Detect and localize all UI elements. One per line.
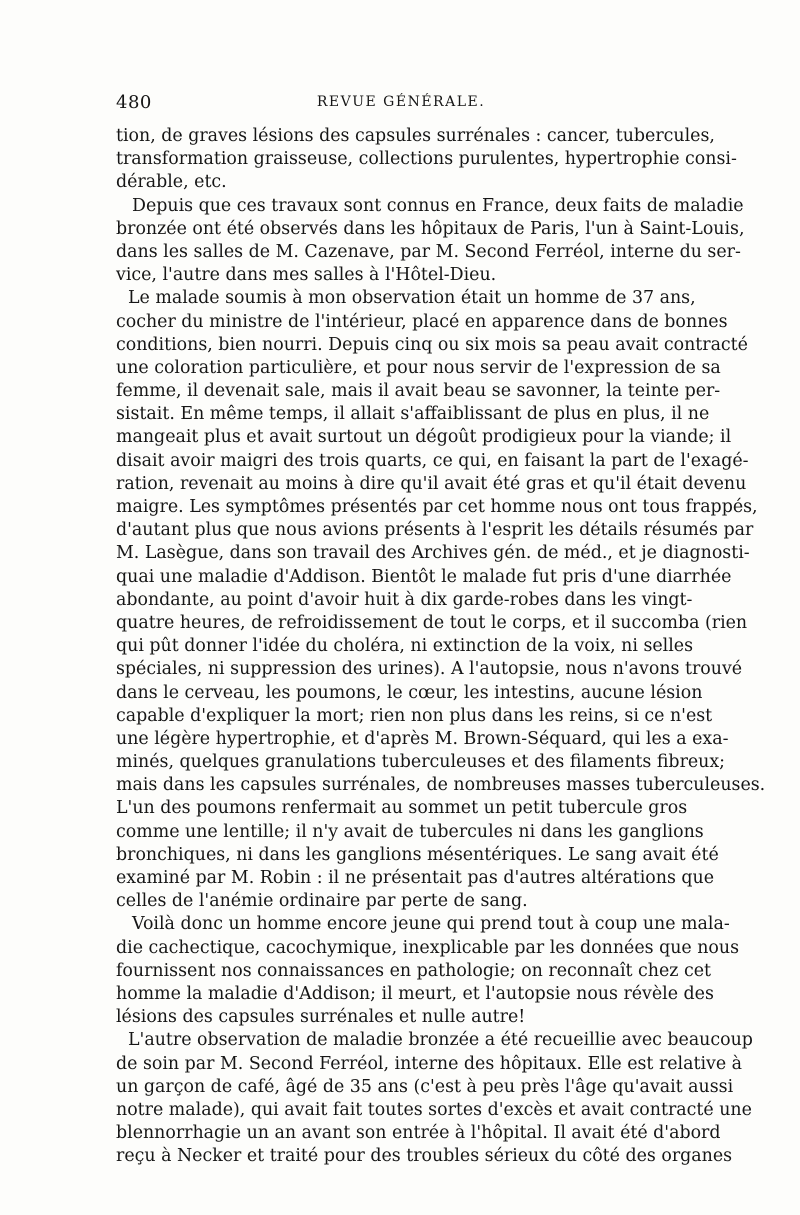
text-line: lésions des capsules surrénales et nulle autre!	[116, 1007, 526, 1028]
text-line: bronchiques, ni dans les ganglions mésentériques. Le sang avait été	[116, 844, 719, 865]
text-line: reçu à Necker et traité pour des troubles sérieux du côté des organes	[116, 1146, 733, 1167]
text-line: quatre heures, de refroidissement de tout le corps, et il succomba (rien	[116, 612, 748, 633]
text-line: L'un des poumons renfermait au sommet un petit tubercule gros	[116, 798, 688, 819]
text-line: comme une lentille; il n'y avait de tubercules ni dans les ganglions	[116, 821, 704, 842]
text-line: abondante, au point d'avoir huit à dix garde-robes dans les vingt-	[116, 589, 693, 610]
text-line: femme, il devenait sale, mais il avait beau se savonner, la teinte per-	[116, 381, 721, 402]
text-line: un garçon de café, âgé de 35 ans (c'est à peu près l'âge qu'avait aussi	[116, 1076, 734, 1097]
running-head	[116, 90, 686, 120]
text-line: M. Lasègue, dans son travail des Archives gén. de méd., et je diagnosti-	[116, 543, 750, 564]
text-line: tion, de graves lésions des capsules surrénales : cancer, tubercules,	[116, 126, 715, 146]
text-line: mangeait plus et avait surtout un dégoût prodigieux pour la viande; il	[116, 427, 732, 448]
body-text	[116, 125, 766, 1168]
text-line: ration, revenait au moins à dire qu'il avait été gras et qu'il était devenu	[116, 473, 747, 494]
text-line: examiné par M. Robin : il ne présentait pas d'autres altérations que	[116, 868, 715, 888]
text-line: vice, l'autre dans mes salles à l'Hôtel-Dieu.	[116, 265, 497, 286]
text-line: transformation graisseuse, collections purulentes, hypertrophie consi-	[116, 149, 737, 170]
text-line: blennorrhagie un an avant son entrée à l'hôpital. Il avait été d'abord	[116, 1123, 721, 1144]
text-line: Voilà donc un homme encore jeune qui prend tout à coup une mala-	[132, 914, 730, 935]
text-line: notre malade), qui avait fait toutes sortes d'excès et avait contracté une	[116, 1099, 752, 1120]
text-line: Le malade soumis à mon observation était un homme de 37 ans,	[128, 288, 696, 309]
text-line: minés, quelques granulations tuberculeuses et des filaments fibreux;	[116, 752, 726, 773]
text-line: disait avoir maigri des trois quarts, ce qui, en faisant la part de l'exagé-	[116, 450, 749, 471]
page-number: 480	[116, 92, 152, 113]
text-line: cocher du ministre de l'intérieur, placé en apparence dans de bonnes	[116, 311, 728, 332]
text-line: die cachectique, cacochymique, inexplicable par les données que nous	[116, 937, 740, 958]
text-line: de soin par M. Second Ferréol, interne des hôpitaux. Elle est relative à	[116, 1053, 743, 1074]
text-line: dans les salles de M. Cazenave, par M. Second Ferréol, interne du ser-	[116, 241, 741, 262]
text-line: L'autre observation de maladie bronzée a été recueillie avec beaucoup	[128, 1030, 753, 1051]
text-line: fournissent nos connaissances en pathologie; on reconnaît chez cet	[116, 960, 711, 981]
text-line: homme la maladie d'Addison; il meurt, et l'autopsie nous révèle des	[116, 983, 714, 1004]
text-line: d'autant plus que nous avions présents à l'esprit les détails résumés par	[116, 520, 754, 541]
text-line: capable d'expliquer la mort; rien non plus dans les reins, si ce n'est	[116, 705, 713, 726]
text-line: mais dans les capsules surrénales, de nombreuses masses tuberculeuses.	[116, 775, 766, 796]
text-line: une légère hypertrophie, et d'après M. Brown-Séquard, qui les a exa-	[116, 728, 729, 749]
text-line: maigre. Les symptômes présentés par cet homme nous ont tous frappés,	[116, 497, 758, 517]
text-line: qui pût donner l'idée du choléra, ni extinction de la voix, ni selles	[116, 636, 694, 657]
text-line: quai une maladie d'Addison. Bientôt le malade fut pris d'une diarrhée	[116, 566, 732, 587]
text-line: Depuis que ces travaux sont connus en France, deux faits de maladie	[132, 195, 744, 216]
text-line: bronzée ont été observés dans les hôpitaux de Paris, l'un à Saint-Louis,	[116, 218, 745, 239]
text-line: spéciales, ni suppression des urines). A l'autopsie, nous n'avons trouvé	[116, 659, 743, 680]
text-line: conditions, bien nourri. Depuis cinq ou six mois sa peau avait contracté	[116, 334, 748, 355]
text-line: dans le cerveau, les poumons, le cœur, les intestins, aucune lésion	[116, 682, 703, 703]
text-line: sistait. En même temps, il allait s'affaiblissant de plus en plus, il ne	[116, 404, 710, 425]
text-line: une coloration particulière, et pour nous servir de l'expression de sa	[116, 357, 721, 378]
text-line: dérable, etc.	[116, 172, 227, 193]
text-line: celles de l'anémie ordinaire par perte de sang.	[116, 891, 528, 912]
running-title: REVUE GÉNÉRALE.	[316, 94, 486, 110]
